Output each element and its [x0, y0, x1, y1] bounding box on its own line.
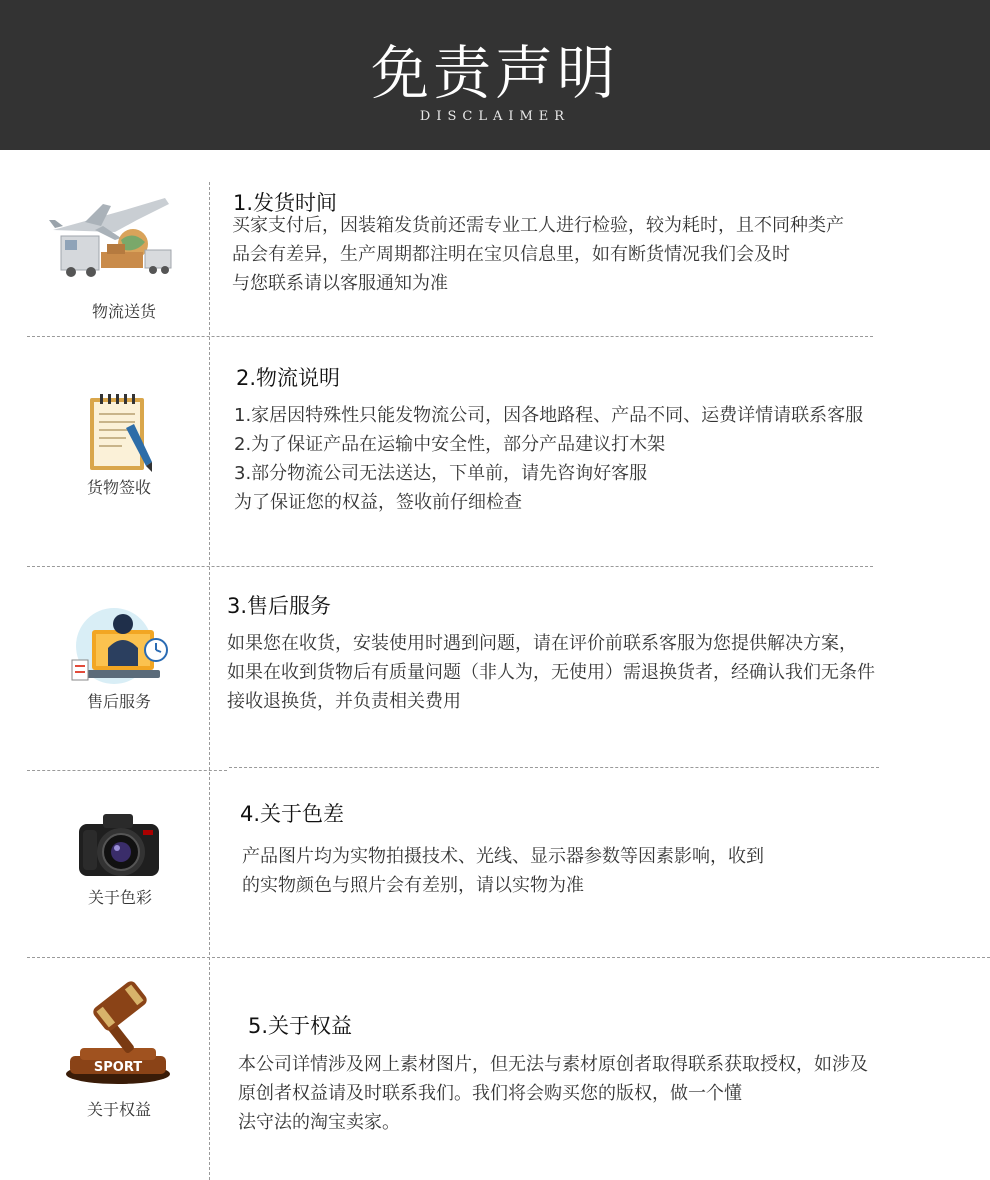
- header-banner: [0, 0, 990, 150]
- section-1-body: [232, 211, 844, 298]
- section-1-line: 买家支付后，因装箱发货前还需专业工人进行检验，较为耗时，且不同种类产: [232, 215, 844, 236]
- section-3-body: [227, 629, 875, 716]
- section-2-line: 3.部分物流公司无法送达，下单前，请先咨询好客服: [234, 463, 648, 484]
- section-divider: [27, 566, 873, 567]
- section-5-line: 法守法的淘宝卖家。: [238, 1112, 400, 1133]
- section-1-title: 1.发货时间: [233, 191, 338, 215]
- section-5-line: 原创者权益请及时联系我们。我们将会购买您的版权，做一个懂: [238, 1083, 742, 1104]
- section-2-title: 2.物流说明: [236, 366, 341, 390]
- gavel-badge-text: SPORT: [93, 1060, 143, 1075]
- section-divider: [27, 336, 873, 337]
- section-5-title: 5.关于权益: [248, 1014, 353, 1038]
- section-2-icon-label: 货物签收: [86, 478, 151, 497]
- section-3-line: 如果您在收货，安装使用时遇到问题，请在评价前联系客服为您提供解决方案，: [227, 633, 857, 654]
- customer-service-icon: [68, 604, 172, 686]
- notepad-pen-icon: [86, 392, 154, 476]
- section-5-icon-label: 关于权益: [86, 1100, 151, 1119]
- section-1-icon-label: 物流送货: [91, 302, 156, 321]
- section-4-icon-label: 关于色彩: [87, 888, 152, 907]
- airplane-truck-icon: [45, 190, 175, 282]
- section-1-line: 品会有差异，生产周期都注明在宝贝信息里，如有断货情况我们会及时: [232, 244, 790, 265]
- vertical-divider: [209, 182, 210, 1180]
- section-5-body: [238, 1050, 868, 1137]
- section-2-line: 1.家居因特殊性只能发物流公司，因各地路程、产品不同、运费详情请联系客服: [234, 405, 864, 426]
- camera-icon: [77, 808, 161, 882]
- section-4-title: 4.关于色差: [240, 802, 345, 826]
- section-4-line: 的实物颜色与照片会有差别，请以实物为准: [242, 875, 584, 896]
- section-divider: [27, 770, 227, 771]
- section-4-body: [242, 842, 764, 900]
- section-2-line: 2.为了保证产品在运输中安全性，部分产品建议打木架: [234, 434, 666, 455]
- section-3-icon-label: 售后服务: [86, 692, 151, 711]
- section-4-line: 产品图片均为实物拍摄技术、光线、显示器参数等因素影响，收到: [242, 846, 764, 867]
- section-5-line: 本公司详情涉及网上素材图片，但无法与素材原创者取得联系获取授权，如涉及: [238, 1054, 868, 1075]
- page-title: 免责声明: [370, 39, 619, 107]
- page-subtitle: DISCLAIMER: [419, 109, 571, 124]
- section-3-line: 如果在收到货物后有质量问题（非人为，无使用）需退换货者，经确认我们无条件: [227, 662, 875, 683]
- section-2-body: [234, 401, 863, 517]
- section-divider: [27, 957, 990, 958]
- gavel-icon: [60, 978, 178, 1088]
- section-3-line: 接收退换货，并负责相关费用: [227, 691, 461, 712]
- section-3-title: 3.售后服务: [227, 594, 332, 618]
- section-divider: [229, 767, 879, 768]
- section-2-line: 为了保证您的权益，签收前仔细检查: [234, 492, 522, 513]
- section-1-line: 与您联系请以客服通知为准: [232, 273, 448, 294]
